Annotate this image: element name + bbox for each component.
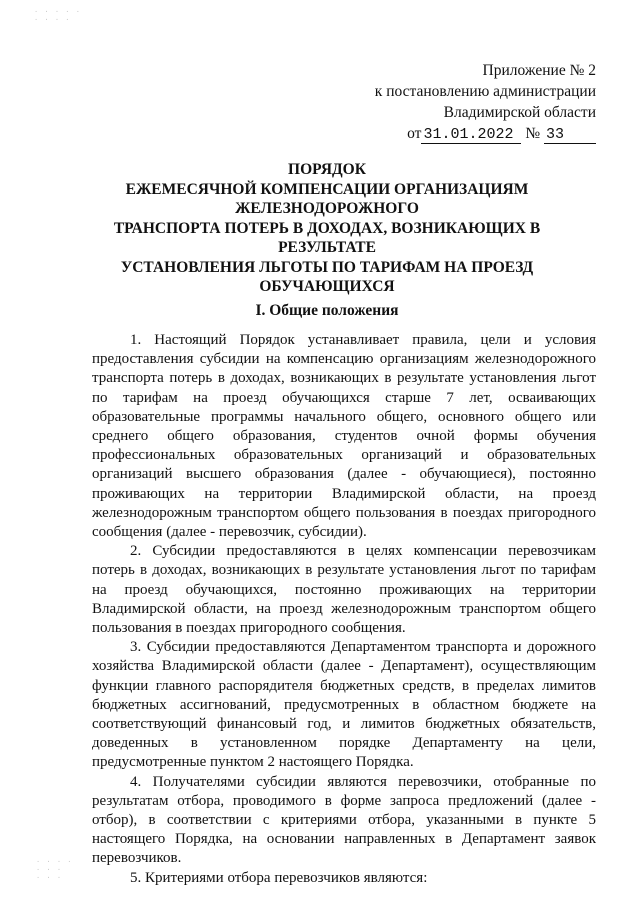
title-line: РЕЗУЛЬТАТЕ bbox=[278, 239, 376, 256]
paragraph-4: 4. Получателями субсидии являются перевозчики, отобранные по результатам отбора, проводимого в форме запроса предложений (далее - отбор), в соответствии с критериями отбора, указанными в пункте 5 настоящего Порядка, на основании направленных в Департамент заявок перевозчиков. bbox=[92, 773, 596, 867]
appendix-number: Приложение № 2 bbox=[482, 62, 596, 79]
document-title bbox=[92, 160, 562, 297]
title-line: ПОРЯДОК bbox=[288, 161, 366, 178]
handwritten-number: 33 bbox=[544, 127, 596, 144]
paragraph-1: 1. Настоящий Порядок устанавливает правила, цели и условия предоставления субсидии на компенсацию организациям железнодорожного транспорта потерь в доходах, возникающих в результате установления льгот по тарифам на проезд обучающихся старше 7 лет, осваивающих образовательные программы начального общего, основного общего или среднего общего образования, студентов очной формы обучения профессиональных образовательных организаций и образовательных организаций высшего образования (далее - обучающиеся), постоянно проживающих на территории Владимирской области, на проезд железнодорожным транспортом общего пользования в поездах пригородного сообщения (далее - перевозчик, субсидии). bbox=[92, 332, 596, 541]
title-line: ЖЕЛЕЗНОДОРОЖНОГО bbox=[235, 200, 419, 217]
number-label: № bbox=[525, 125, 541, 142]
appendix-block bbox=[375, 60, 596, 144]
title-line: ЕЖЕМЕСЯЧНОЙ КОМПЕНСАЦИИ ОРГАНИЗАЦИЯМ bbox=[125, 180, 529, 198]
handwritten-date: 31.01.2022 bbox=[421, 127, 521, 144]
paragraph-5: 5. Критериями отбора перевозчиков являются: bbox=[130, 869, 428, 886]
paragraph-2: 2. Субсидии предоставляются в целях компенсации перевозчикам потерь в доходах, возникающих в результате установления льгот по тарифам на проезд обучающихся, постоянно проживающих на территории Владимирской области, на проезд железнодорожным транспортом общего пользования в поездах пригородного сообщения. bbox=[92, 543, 596, 637]
scan-artifact-bottom-left: · · · · · · · · · · bbox=[36, 858, 73, 882]
paragraph-3: 3. Субсидии предоставляются Департаментом транспорта и дорожного хозяйства Владимирской области (далее - Департамент), осуществляющим функции главного распорядителя бюджетных средств, в пределах лимитов бюджетных ассигнований, предусмотренных в областном бюджете на соответствующий финансовый год, и лимитов бюджетных обязательств, доведенных в установленном порядке Департаменту на цели, предусмотренные пунктом 2 настоящего Порядка. bbox=[92, 639, 596, 771]
appendix-resolution: к постановлению администрации bbox=[374, 83, 596, 100]
title-line: ОБУЧАЮЩИХСЯ bbox=[259, 278, 395, 295]
from-label: от bbox=[407, 125, 422, 142]
appendix-region: Владимирской области bbox=[443, 104, 596, 121]
pen-mark-icon bbox=[462, 718, 474, 726]
scan-artifact-top-left: · · · · · · · · · bbox=[34, 8, 81, 24]
document-body bbox=[92, 331, 596, 888]
appendix-date-line bbox=[375, 123, 596, 144]
section-heading: I. Общие положения bbox=[255, 302, 399, 319]
title-line: УСТАНОВЛЕНИЯ ЛЬГОТЫ ПО ТАРИФАМ НА ПРОЕЗД bbox=[120, 258, 534, 276]
title-line: ТРАНСПОРТА ПОТЕРЬ В ДОХОДАХ, ВОЗНИКАЮЩИХ В bbox=[113, 219, 541, 237]
